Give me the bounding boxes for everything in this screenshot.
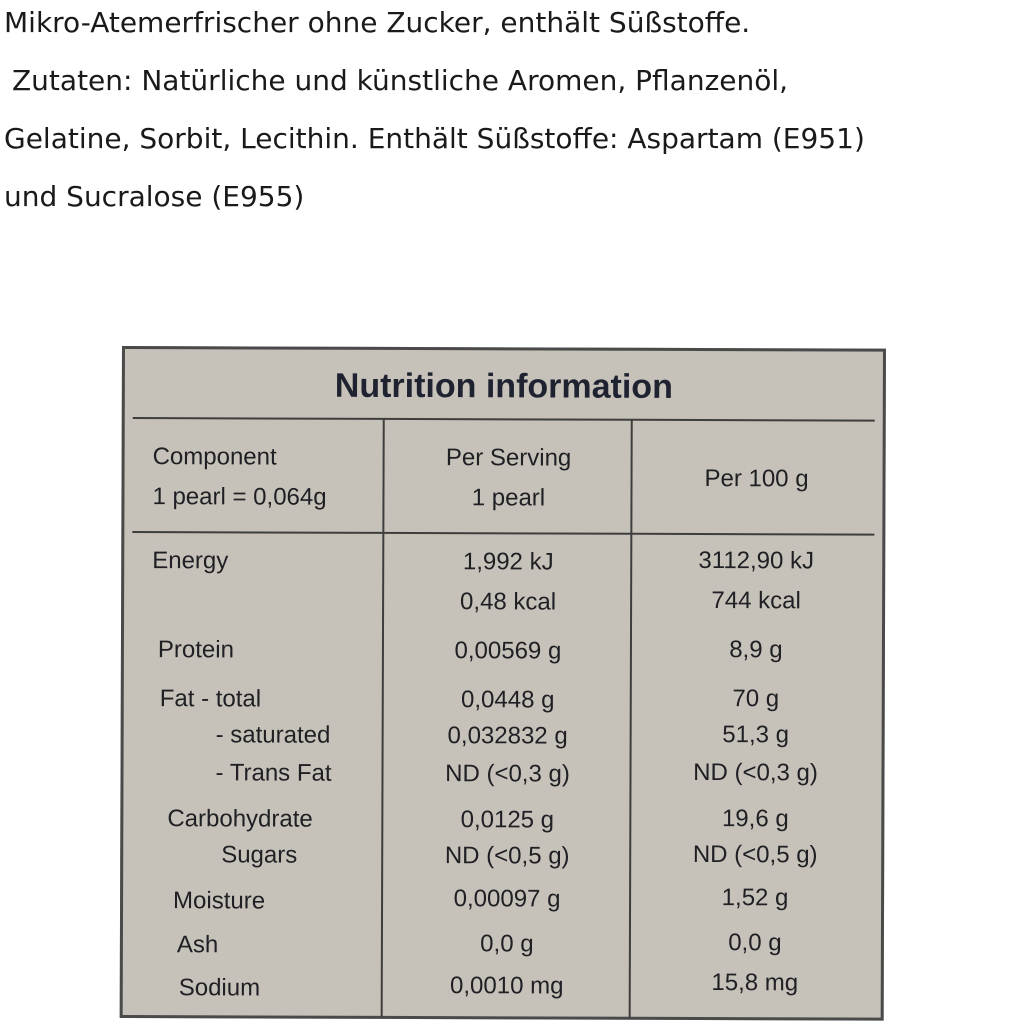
row-label: - Trans Fat (215, 759, 332, 787)
row-serving: 0,00569 g (454, 637, 562, 665)
nutrition-title: Nutrition information (334, 366, 673, 406)
row-per100: 70 g (732, 685, 780, 713)
row-serving: 1,992 kJ (462, 548, 554, 576)
header-per-100g: Per 100 g (704, 465, 809, 493)
row-label: Sugars (221, 841, 298, 869)
row-per100: 3112,90 kJ (698, 547, 815, 575)
row-serving: 0,032832 g (447, 722, 568, 750)
row-serving: ND (<0,3 g) (445, 760, 570, 788)
row-label: Moisture (173, 887, 266, 915)
row-per100: ND (<0,3 g) (693, 758, 818, 787)
row-per100: 19,6 g (721, 805, 789, 833)
row-serving: 0,0 g (480, 930, 534, 958)
row-serving: 0,00097 g (453, 885, 561, 913)
row-per100: ND (<0,5 g) (692, 840, 818, 869)
row-serving: 0,0010 mg (450, 972, 564, 1000)
ingredients-text (4, 0, 1008, 232)
intro-line: Zutaten: Natürliche und künstliche Aromen, Pflanzenöl, (12, 64, 789, 97)
intro-line: Gelatine, Sorbit, Lecithin. Enthält Süßstoffe: Aspartam (E951) (4, 122, 865, 155)
row-per100: 51,3 g (722, 721, 790, 749)
intro-line: Mikro-Atemerfrischer ohne Zucker, enthält Süßstoffe. (4, 6, 751, 39)
row-label: Ash (176, 931, 219, 959)
row-per100: 15,8 mg (711, 969, 799, 997)
row-label: Energy (152, 547, 229, 575)
row-serving: 0,0125 g (460, 806, 555, 834)
row-label: Sodium (178, 974, 261, 1002)
row-label: - saturated (215, 721, 331, 749)
header-per-serving: Per Serving (445, 444, 572, 472)
row-label: Protein (157, 636, 235, 664)
row-label: Fat - total (159, 685, 262, 713)
header-component: Component (152, 443, 277, 471)
intro-line: und Sucralose (E955) (4, 180, 305, 213)
row-per100: 0,0 g (728, 929, 782, 957)
row-serving: ND (<0,5 g) (444, 842, 570, 870)
nutrition-table-photo (120, 346, 886, 1021)
row-serving: 0,0448 g (461, 686, 555, 714)
row-serving: 0,48 kcal (460, 588, 557, 616)
header-per-serving-sub: 1 pearl (471, 484, 546, 512)
header-component-sub: 1 pearl = 0,064g (152, 483, 327, 511)
row-per100: 1,52 g (721, 884, 789, 912)
row-per100: 8,9 g (729, 636, 783, 664)
divider (132, 531, 874, 536)
row-per100: 744 kcal (711, 587, 801, 615)
row-label: Carbohydrate (167, 805, 313, 833)
